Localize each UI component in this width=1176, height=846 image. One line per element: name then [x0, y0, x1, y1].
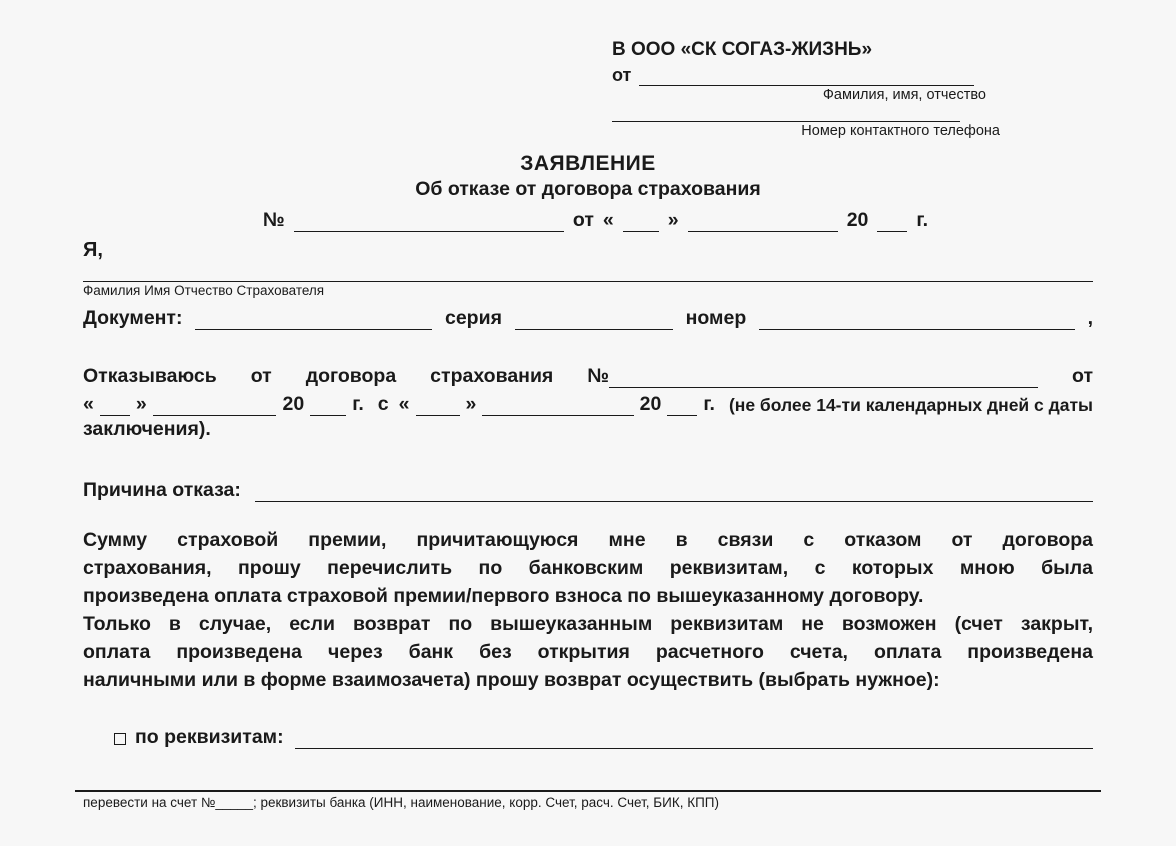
- refund-p1-line-1: Сумму страховой премии, причитающуюся мне в связи с отказом от договора: [83, 529, 1093, 551]
- reason-label: Причина отказа:: [83, 479, 241, 501]
- title-subheading: Об отказе от договора страхования: [415, 178, 761, 200]
- quote-close-2: »: [135, 393, 147, 415]
- refusal-word-5: от: [1072, 365, 1093, 387]
- requisites-option-row: [83, 720, 1093, 749]
- requisites-label: по реквизитам:: [135, 726, 284, 748]
- refusal-word-4: страхования: [430, 365, 554, 387]
- year-abbr-2: г.: [352, 393, 364, 415]
- title-number-row: [263, 204, 928, 232]
- pronoun: Я,: [83, 239, 103, 261]
- quote-open-3: «: [398, 393, 410, 415]
- fourteen-days-note: (не более 14-ти календарных дней с даты: [728, 395, 1093, 415]
- contract-number-blank[interactable]: [609, 368, 1038, 388]
- century-prefix: 20: [846, 209, 869, 231]
- century-2: 20: [282, 393, 305, 415]
- quote-open-2: «: [83, 393, 94, 415]
- refusal-line-2: [83, 388, 1093, 416]
- refund-p2-line-2: оплата произведена через банк без открытия расчетного счета, оплата произведена: [83, 641, 1093, 663]
- contract-day-blank[interactable]: [100, 396, 130, 416]
- requisites-checkbox[interactable]: [114, 733, 126, 745]
- refund-paragraph-2: [83, 610, 1093, 694]
- quote-close: »: [667, 209, 679, 231]
- effective-year-blank[interactable]: [667, 396, 697, 416]
- refund-paragraph-1: [83, 526, 1093, 610]
- series-blank[interactable]: [515, 310, 673, 330]
- series-label: серия: [444, 307, 502, 329]
- refund-p1-line-2: страхования, прошу перечислить по банковским реквизитам, с которых мною была: [83, 557, 1093, 579]
- effective-month-blank[interactable]: [482, 396, 633, 416]
- doc-number-label: номер: [685, 307, 747, 329]
- refund-p1-line-3: произведена оплата страховой премии/первого взноса по вышеуказанному договору.: [83, 585, 924, 607]
- full-name-caption: Фамилия Имя Отчество Страхователя: [83, 283, 325, 298]
- refusal-line-1: [83, 360, 1093, 388]
- title-heading: ЗАЯВЛЕНИЕ: [520, 152, 656, 175]
- year-abbr-3: г.: [703, 393, 715, 415]
- refusal-line-3: заключения).: [83, 418, 211, 440]
- doc-number-blank[interactable]: [759, 310, 1074, 330]
- reason-blank[interactable]: [255, 482, 1093, 502]
- refusal-word-3: договора: [305, 365, 397, 387]
- century-3: 20: [639, 393, 662, 415]
- requisites-blank[interactable]: [295, 729, 1093, 749]
- contract-number-sign: №: [587, 365, 610, 387]
- document-label: Документ:: [83, 307, 183, 329]
- bank-details-blank[interactable]: [75, 790, 1101, 792]
- refund-p2-line-3: наличными или в форме взаимозачета) прошу возврат осуществить (выбрать нужное):: [83, 669, 940, 691]
- recipient-company: В ООО «СК СОГАЗ-ЖИЗНЬ»: [612, 39, 873, 60]
- bank-details-caption: перевести на счет №_____; реквизиты банка (ИНН, наименование, корр. Счет, расч. Счет, БИК, КПП): [83, 795, 719, 810]
- name-caption: Фамилия, имя, отчество: [822, 87, 986, 103]
- year-abbr: г.: [916, 209, 928, 231]
- month-blank[interactable]: [688, 212, 838, 232]
- title-from-label: от: [572, 209, 594, 231]
- reason-row: [83, 474, 1093, 502]
- refusal-word-2: от: [250, 365, 272, 387]
- phone-caption: Номер контактного телефона: [801, 123, 1000, 139]
- from-row: [612, 62, 1036, 86]
- from-label: от: [612, 65, 632, 85]
- conj-with: с: [377, 393, 389, 415]
- document-title: [83, 151, 1093, 202]
- effective-day-blank[interactable]: [416, 396, 460, 416]
- addressee-block: [612, 38, 1036, 140]
- number-sign: №: [263, 209, 285, 231]
- quote-close-3: »: [465, 393, 477, 415]
- trailing-comma: ,: [1087, 307, 1093, 329]
- refusal-word-1: Отказываюсь: [83, 365, 217, 387]
- document-type-blank[interactable]: [195, 310, 432, 330]
- application-number-blank[interactable]: [294, 212, 564, 232]
- document-row: [83, 302, 1093, 330]
- year-blank[interactable]: [877, 212, 907, 232]
- applicant-name-blank[interactable]: [639, 67, 974, 86]
- contract-month-blank[interactable]: [153, 396, 277, 416]
- day-blank[interactable]: [623, 212, 659, 232]
- quote-open: «: [602, 209, 614, 231]
- refund-p2-line-1: Только в случае, если возврат по вышеуказанным реквизитам не возможен (счет закрыт,: [83, 613, 1093, 635]
- contract-year-blank[interactable]: [310, 396, 346, 416]
